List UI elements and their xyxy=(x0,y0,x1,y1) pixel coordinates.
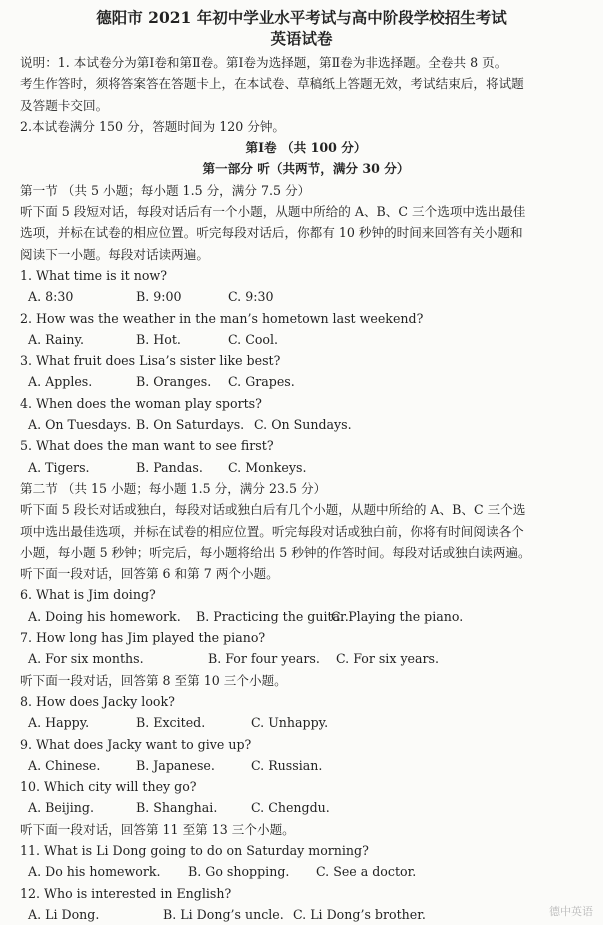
question-options xyxy=(20,457,592,478)
question-options xyxy=(20,329,592,350)
option-c: C. For six years. xyxy=(336,651,440,667)
exam-title: 德阳市 2021 年初中学业水平考试与高中阶段学校招生考试 xyxy=(96,8,507,27)
question-options xyxy=(20,712,592,733)
option-b: B. Hot. xyxy=(136,331,181,347)
question-stem: 3. What fruit does Lisa’s sister like best? xyxy=(20,353,281,369)
direction-line: 听下面一段对话，回答第 11 至第 13 三个小题。 xyxy=(20,821,295,837)
option-a: A. Apples. xyxy=(28,374,93,390)
sec2-intro-line: 小题，每小题 5 秒钟；听完后，每小题将给出 5 秒钟的作答时间。每段对话或独白读两遍。 xyxy=(20,544,531,560)
option-c: C. Grapes. xyxy=(228,374,295,390)
option-a: A. Happy. xyxy=(28,715,90,731)
option-a: A. 8:30 xyxy=(28,289,74,305)
question-options xyxy=(20,861,592,882)
option-c: C. Playing the piano. xyxy=(331,608,464,624)
option-c: C. Cool. xyxy=(228,331,279,347)
question-options xyxy=(20,797,592,818)
option-c: C. Li Dong’s brother. xyxy=(293,906,426,922)
option-c: C. 9:30 xyxy=(228,289,274,305)
option-a: A. Doing his homework. xyxy=(28,608,181,624)
option-a: A. Do his homework. xyxy=(28,864,161,880)
option-a: A. Beijing. xyxy=(28,800,94,816)
sec2-intro-line: 项中选出最佳选项，并标在试卷的相应位置。听完每段对话或独白前，你将有时间阅读各个 xyxy=(20,523,524,539)
option-b: B. Shanghai. xyxy=(136,800,218,816)
question-options xyxy=(20,904,592,925)
option-a: A. For six months. xyxy=(28,651,144,667)
watermark: 德中英语 xyxy=(549,905,593,918)
option-a: A. Li Dong. xyxy=(28,906,100,922)
exam-subtitle: 英语试卷 xyxy=(270,29,333,48)
option-b: B. Pandas. xyxy=(136,459,203,475)
question-options xyxy=(20,414,592,435)
sec2-intro-line: 听下面 5 段长对话或独白，每段对话或独白后有几个小题，从题中所给的 A、B、C 三个选 xyxy=(20,502,526,518)
question-options xyxy=(20,286,592,307)
question-stem: 6. What is Jim doing? xyxy=(20,587,156,603)
option-c: C. See a doctor. xyxy=(316,864,417,880)
option-c: C. Russian. xyxy=(251,757,323,773)
option-b: B. For four years. xyxy=(208,651,320,667)
sec2-label: 第二节 （共 15 小题；每小题 1.5 分，满分 23.5 分） xyxy=(20,480,327,496)
question-options xyxy=(20,606,592,627)
question-options xyxy=(20,371,592,392)
question-stem: 12. Who is interested in English? xyxy=(20,885,232,901)
exam-body xyxy=(20,52,592,925)
instructions-line: 说明：1. 本试卷分为第Ⅰ卷和第Ⅱ卷。第Ⅰ卷为选择题，第Ⅱ卷为非选择题。全卷共 8 页。 xyxy=(20,55,508,70)
sec2-intro-line: 听下面一段对话，回答第 6 和第 7 两个小题。 xyxy=(20,566,279,582)
option-a: A. Chinese. xyxy=(28,757,101,773)
option-b: B. Go shopping. xyxy=(188,864,290,880)
option-a: A. On Tuesdays. xyxy=(28,417,132,433)
section1-heading: 第一部分 听（共两节，满分 30 分） xyxy=(202,161,410,177)
option-b: B. 9:00 xyxy=(136,289,182,305)
instructions-line: 考生作答时，须将答案答在答题卡上，在本试卷、草稿纸上答题无效，考试结束后，将试题 xyxy=(20,76,524,92)
option-c: C. On Sundays. xyxy=(254,417,352,433)
part1-heading: 第Ⅰ卷 （共 100 分） xyxy=(245,140,367,156)
sec1-intro-line: 听下面 5 段短对话，每段对话后有一个小题，从题中所给的 A、B、C 三个选项中选出最佳 xyxy=(20,204,526,220)
sec1-intro-line: 阅读下一小题。每段对话读两遍。 xyxy=(20,246,209,262)
question-stem: 4. When does the woman play sports? xyxy=(20,395,262,411)
option-b: B. Li Dong’s uncle. xyxy=(163,906,284,922)
option-b: B. Practicing the guitar. xyxy=(196,608,349,624)
direction-line: 听下面一段对话，回答第 8 至第 10 三个小题。 xyxy=(20,672,287,688)
option-b: B. On Saturdays. xyxy=(136,417,245,433)
option-a: A. Rainy. xyxy=(28,331,84,347)
option-c: C. Monkeys. xyxy=(228,459,307,475)
question-stem: 11. What is Li Dong going to do on Saturday morning? xyxy=(20,842,369,858)
question-options xyxy=(20,755,592,776)
question-stem: 7. How long has Jim played the piano? xyxy=(20,630,266,646)
option-a: A. Tigers. xyxy=(28,459,90,475)
instructions-line: 及答题卡交回。 xyxy=(20,97,109,113)
option-b: B. Excited. xyxy=(136,715,206,731)
question-stem: 1. What time is it now? xyxy=(20,267,167,283)
question-options xyxy=(20,648,592,669)
option-b: B. Japanese. xyxy=(136,757,215,773)
sec1-label: 第一节 （共 5 小题；每小题 1.5 分，满分 7.5 分） xyxy=(20,182,311,198)
option-c: C. Unhappy. xyxy=(251,715,329,731)
question-stem: 9. What does Jacky want to give up? xyxy=(20,736,252,752)
instructions-line: 2.本试卷满分 150 分，答题时间为 120 分钟。 xyxy=(20,118,286,134)
question-stem: 8. How does Jacky look? xyxy=(20,693,175,709)
question-stem: 10. Which city will they go? xyxy=(20,779,197,795)
question-stem: 5. What does the man want to see first? xyxy=(20,438,274,454)
question-stem: 2. How was the weather in the man’s hometown last weekend? xyxy=(20,310,424,326)
option-b: B. Oranges. xyxy=(136,374,212,390)
sec1-intro-line: 选项，并标在试卷的相应位置。听完每段对话后，你都有 10 秒钟的时间来回答有关小题和 xyxy=(20,225,523,241)
option-c: C. Chengdu. xyxy=(251,800,330,816)
